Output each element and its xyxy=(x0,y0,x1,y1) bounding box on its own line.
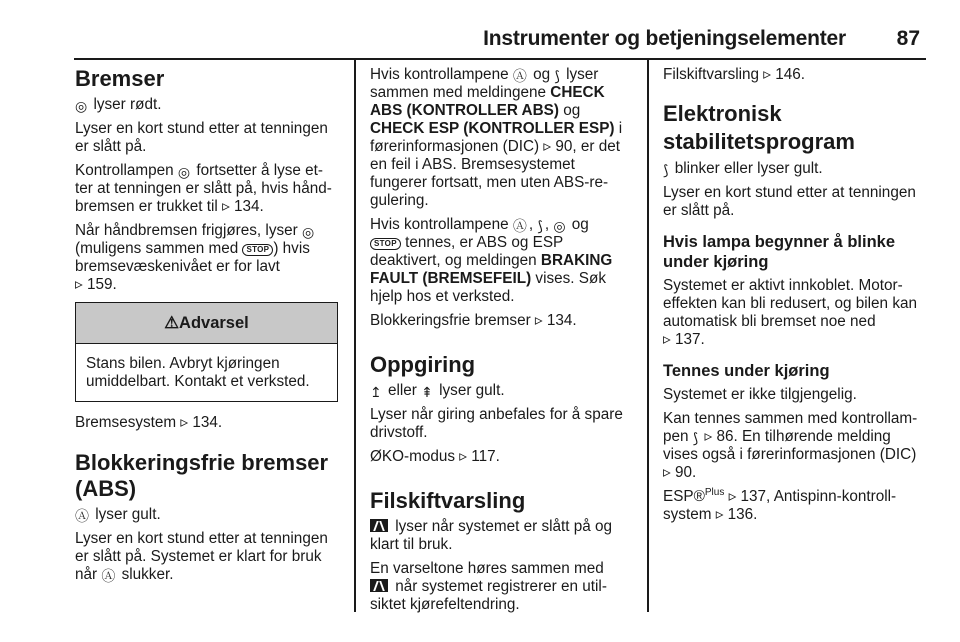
warning-box xyxy=(75,302,338,402)
page-number: 87 xyxy=(896,27,920,50)
blink-p: Systemet er aktivt innkoblet. Motor-effekten kan bli redusert, og bilen kan automatisk bli bremset noe ned ▹ 137. xyxy=(663,277,917,348)
heading-abs: Blokkeringsfrie bremser (ABS) xyxy=(75,450,329,501)
abs-icon: Ⓐ xyxy=(101,568,116,584)
lane-departure-icon xyxy=(370,579,388,592)
column-3 xyxy=(663,60,926,642)
page-ref-icon: ▹ xyxy=(663,464,671,481)
abs-icon: Ⓐ xyxy=(75,508,89,524)
brakesystem-ref: Bremsesystem ▹ 134. xyxy=(75,414,223,431)
stop-icon: STOP xyxy=(370,238,401,250)
shift-double-icon: ⇞ xyxy=(421,384,433,400)
brake-p1: ◎ lyser rødt. xyxy=(75,96,162,114)
page-ref-icon: ▹ xyxy=(704,428,713,445)
brake-p4: Når håndbremsen frigjøres, lyser ◎ (muligens sammen med STOP ) hvis bremsevæskenivået er for lavt ▹ 159. xyxy=(75,222,315,293)
column-divider-2 xyxy=(647,60,649,612)
on-p2: Kan tennes sammen med kontrollam-pen ⟆ ▹ 86. En tilhørende melding vises også i førerinformasjonen (DIC) ▹ 90. xyxy=(663,410,918,481)
column-1 xyxy=(75,60,338,642)
page-ref-icon: ▹ xyxy=(715,506,724,523)
warning-body: Stans bilen. Avbryt kjøringen umiddelbart. Kontakt et verksted. xyxy=(86,355,310,390)
heading-lane: Filskiftvarsling xyxy=(370,488,526,513)
column-2 xyxy=(370,60,633,642)
esp-icon: ⟆ xyxy=(554,68,560,84)
abs-ref: Blokkeringsfrie bremser ▹ 134. xyxy=(370,312,577,329)
heading-shift: Oppgiring xyxy=(370,352,476,377)
lane-p1: lyser når systemet er slått på og klart til bruk. xyxy=(370,518,613,553)
brake-warning-icon: ◎ xyxy=(301,224,315,240)
esp-icon: ⟆ xyxy=(537,218,543,234)
brake-warning-icon: ◎ xyxy=(177,164,191,180)
shift-p2: Lyser når giring anbefales for å spare drivstoff. xyxy=(370,406,623,441)
brake-p3: Kontrollampen ◎ fortsetter å lyse et-ter at tenningen er slått på, hvis hånd-bremsen er trukket til ▹ 134. xyxy=(75,162,332,215)
esp-icon: ⟆ xyxy=(692,430,699,446)
page-ref-icon: ▹ xyxy=(180,414,189,431)
abs-p1: Ⓐ lyser gult. xyxy=(75,506,161,524)
esp-p1: ⟆ blinker eller lyser gult. xyxy=(663,160,823,178)
lane-ref: Filskiftvarsling ▹ 146. xyxy=(663,66,806,83)
brake-p2: Lyser en kort stund etter at tenningen er slått på. xyxy=(75,120,328,155)
heading-on: Tennes under kjøring xyxy=(663,362,830,380)
page-ref-icon: ▹ xyxy=(663,331,671,348)
page-ref-icon: ▹ xyxy=(763,66,771,83)
espplus-p: ESP®$^{Plus}$ ▹ 137, Antispinn-kontroll-system ▹ 136. xyxy=(663,486,897,523)
heading-brakes: Bremser xyxy=(75,66,165,91)
esp-p2: Lyser en kort stund etter at tenningen er slått på. xyxy=(663,184,916,219)
warning-header: ⚠Advarsel xyxy=(76,303,337,344)
page-ref-icon: ▹ xyxy=(459,448,467,465)
esp-icon: ⟆ xyxy=(663,162,669,178)
abs-icon: Ⓐ xyxy=(512,218,527,234)
stop-icon: STOP xyxy=(242,244,273,256)
column-divider-1 xyxy=(354,60,356,612)
lane-departure-icon xyxy=(370,519,388,532)
page-ref-icon: ▹ xyxy=(728,488,737,505)
eco-ref: ØKO-modus ▹ 117. xyxy=(370,448,500,465)
abs-esp-p2: Hvis kontrollampene Ⓐ , ⟆ , ◎ og STOP tennes, er ABS og ESP deaktivert, og meldingen BRAKING FAULT (BREMSEFEIL) vises. Søk hjelp hos et verksted. xyxy=(370,216,613,305)
brake-warning-icon: ◎ xyxy=(553,218,566,234)
lane-p2: En varseltone høres sammen med når systemet registrerer en util-siktet kjørefeltendring. xyxy=(370,560,607,613)
abs-p2: Lyser en kort stund etter at tenningen er slått på. Systemet er klart for bruk når Ⓐ slukker. xyxy=(75,530,328,584)
page-ref-icon: ▹ xyxy=(543,138,552,155)
abs-esp-p1: Hvis kontrollampene Ⓐ og ⟆ lyser sammen med meldingene CHECK ABS (KONTROLLER ABS) og CHECK ESP (KONTROLLER ESP) i førerinformasjonen (DIC) ▹ 90, er det en feil i ABS. Bremsesystemet fungerer fortsatt, men uten ABS-re-gulering. xyxy=(370,66,623,209)
page-ref-icon: ▹ xyxy=(222,198,230,215)
heading-blink: Hvis lampa begynner å blinke under kjøring xyxy=(663,233,895,271)
page-header xyxy=(0,0,960,58)
brake-warning-icon: ◎ xyxy=(75,98,88,114)
abs-icon: Ⓐ xyxy=(512,68,527,84)
warning-triangle-icon: ⚠ xyxy=(164,314,180,332)
shift-p1: ↥ eller ⇞ lyser gult. xyxy=(370,382,505,400)
heading-esp: Elektronisk stabilitetsprogram xyxy=(663,101,855,154)
chapter-title: Instrumenter og betjeningselementer xyxy=(483,27,846,50)
page-ref-icon: ▹ xyxy=(534,312,543,329)
page-ref-icon: ▹ xyxy=(75,276,83,293)
shift-up-icon: ↥ xyxy=(370,384,382,400)
on-p1: Systemet er ikke tilgjengelig. xyxy=(663,386,857,403)
